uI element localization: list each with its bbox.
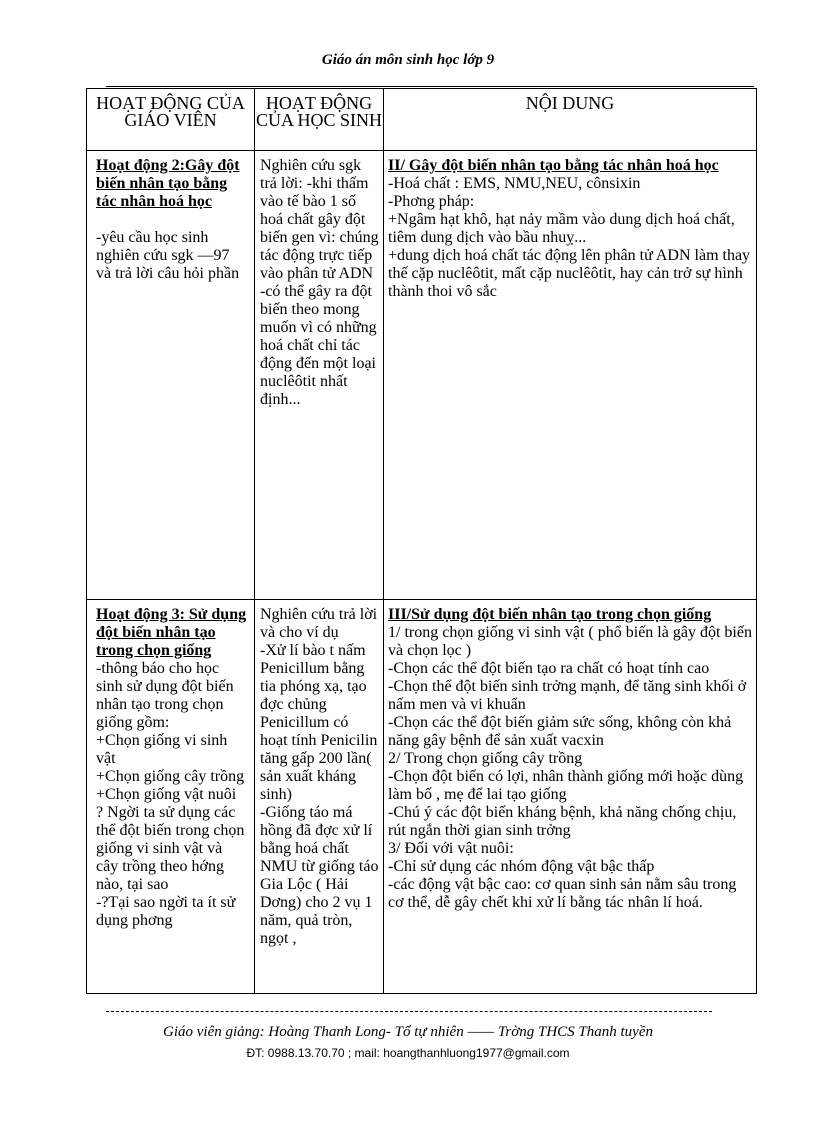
- table-row: [87, 600, 757, 994]
- header-divider: [106, 86, 754, 87]
- footer-contact: ĐT: 0988.13.70.70 ; mail: hoangthanhluong1977@gmail.com: [246, 1046, 570, 1060]
- student-text: -có thể gây ra đột biến theo mong muốn vì có những hoá chất chỉ tác động đến một loại nuclêôtit nhất định...: [260, 283, 377, 408]
- content-text: -Hoá chất : EMS, NMU,NEU, cônsixin: [388, 175, 641, 192]
- teacher-text: -?Tại sao ngời ta ít sử dụng phơng: [96, 894, 236, 929]
- content-text: 1/ trong chọn giống vi sinh vật ( phổ biến là gây đột biến và chọn lọc ): [388, 624, 752, 659]
- footer-teacher-info: Giáo viên giảng: Hoàng Thanh Long- Tổ tự nhiên —— Trờng THCS Thanh tuyền: [163, 1024, 653, 1040]
- student-cell: [255, 151, 384, 600]
- student-text: Nghiên cứu trả lời và cho ví dụ: [260, 606, 378, 641]
- teacher-text: -thông báo cho học sinh sử dụng đột biến nhân tạo trong chọn giống gồm:: [96, 660, 234, 731]
- student-cell: [255, 600, 384, 994]
- content-title: III/Sử dụng đột biến nhân tạo trong chọn giống: [388, 606, 712, 623]
- teacher-text: +Chọn giống vật nuôi: [96, 786, 237, 803]
- table-row: [87, 151, 757, 600]
- header-content: NỘI DUNG: [384, 89, 757, 151]
- lesson-table: [86, 88, 757, 994]
- student-text: -Xử lí bào t nấm Penicillum bằng tia phóng xạ, tạo đợc chủng Penicillum có hoạt tính Penicilin tăng gấp 200 lần( sản xuất kháng sinh): [260, 642, 378, 803]
- content-text: -Chú ý các đột biến kháng bệnh, khả năng chống chịu, rút ngắn thời gian sinh trởng: [388, 804, 737, 839]
- teacher-cell: [87, 600, 255, 994]
- teacher-text: ? Ngời ta sử dụng các thể đột biến trong chọn giống vi sinh vật và cây trồng theo hớng nào, tại sao: [96, 804, 245, 893]
- content-text: +Ngâm hạt khô, hạt nảy mầm vào dung dịch hoá chất, tiêm dung dịch vào bầu nhuỵ...: [388, 211, 735, 246]
- footer-divider: [106, 1011, 712, 1012]
- content-text: +dung dịch hoá chất tác động lên phân tử ADN làm thay thế cặp nuclêôtit, mất cặp nuclêôtit, hay cản trở sự hình thành thoi vô sắc: [388, 247, 751, 300]
- content-text: -Chọn thể đột biến sinh trởng mạnh, để tăng sinh khối ở nấm men và vi khuẩn: [388, 678, 747, 713]
- content-text: 2/ Trong chọn giống cây trồng: [388, 750, 583, 767]
- content-text: -Phơng pháp:: [388, 193, 475, 210]
- student-text: -Giống táo má hồng đã đợc xử lí bằng hoá chất NMU từ giống táo Gia Lộc ( Hải Dơng) cho 2 vụ 1 năm, quả tròn, ngọt ,: [260, 804, 379, 947]
- activity-title: Hoạt động 3: Sử dụng đột biến nhân tạo trong chọn giống: [96, 606, 247, 659]
- content-text: -Chọn các thể đột biến giảm sức sống, không còn khả năng gây bệnh để sản xuất vacxin: [388, 714, 732, 749]
- teacher-text: -yêu cầu học sinh nghiên cứu sgk —97 và trả lời câu hỏi phần: [96, 229, 240, 282]
- page-header-title: Giáo án môn sinh học lớp 9: [321, 52, 495, 68]
- header-student-activity: HOẠT ĐỘNG CỦA HỌC SINH: [255, 89, 384, 151]
- content-text: -Chọn các thể đột biến tạo ra chất có hoạt tính cao: [388, 660, 710, 677]
- content-text: -Chọn đột biến có lợi, nhân thành giống mới hoặc dùng làm bố , mẹ để lai tạo giống: [388, 768, 744, 803]
- content-cell: [384, 151, 757, 600]
- content-text: 3/ Đối với vật nuôi:: [388, 840, 514, 857]
- teacher-cell: [87, 151, 255, 600]
- header-teacher-activity: HOẠT ĐỘNG CỦA GIÁO VIÊN: [87, 89, 255, 151]
- teacher-text: +Chọn giống vi sinh vật: [96, 732, 228, 767]
- content-title: II/ Gây đột biến nhân tạo bằng tác nhân hoá học: [388, 157, 719, 174]
- activity-title: Hoạt động 2:Gây đột biến nhân tạo bằng tác nhân hoá học: [96, 157, 240, 210]
- content-text: -các động vật bậc cao: cơ quan sinh sản nằm sâu trong cơ thể, dễ gây chết khi xử lí bằng tác nhân lí hoá.: [388, 876, 737, 911]
- student-text: Nghiên cứu sgk trả lời: -khi thấm vào tế bào 1 số hoá chất gây đột biến gen vì: chúng tác động trực tiếp vào phân tử ADN: [260, 157, 379, 282]
- content-text: -Chỉ sử dụng các nhóm động vật bậc thấp: [388, 858, 655, 875]
- content-cell: [384, 600, 757, 994]
- teacher-text: +Chọn giống cây trồng: [96, 768, 245, 785]
